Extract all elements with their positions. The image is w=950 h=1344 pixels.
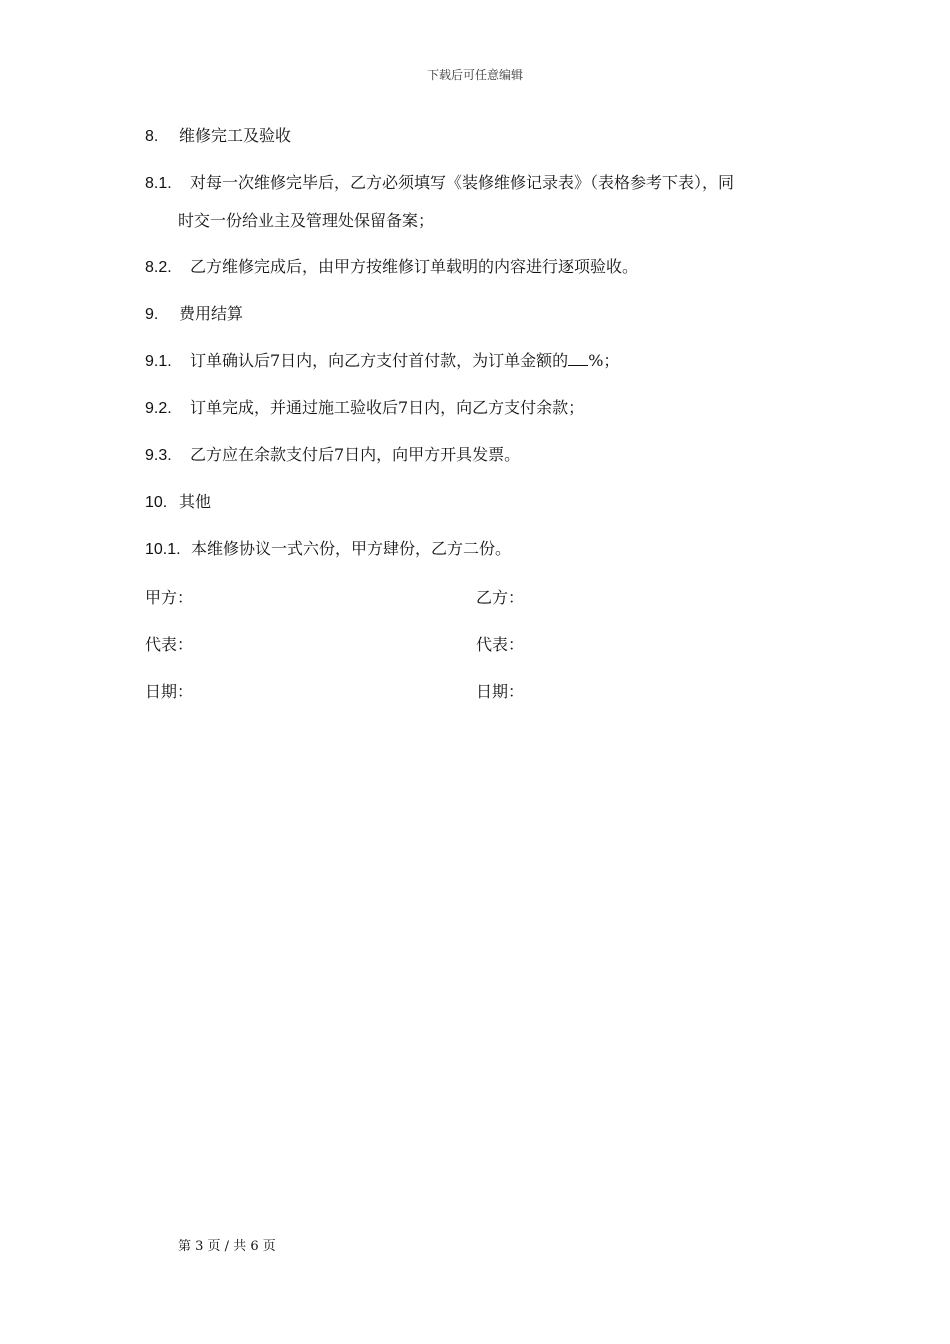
percentage-blank <box>568 351 588 366</box>
party-b-label: 乙方： <box>476 588 525 607</box>
clause-10-1 <box>145 539 511 560</box>
clause-number: 10.1. <box>145 541 181 558</box>
clause-8-1 <box>145 173 734 194</box>
section-10-heading <box>145 492 211 513</box>
clause-number: 9.2. <box>145 400 172 417</box>
clause-9-2 <box>145 398 584 419</box>
section-number: 10. <box>145 494 168 511</box>
clause-9-3 <box>145 445 520 466</box>
section-9-heading <box>145 304 243 325</box>
clause-number: 9.1. <box>145 353 172 370</box>
date-b-label: 日期： <box>476 682 525 701</box>
party-a-label: 甲方： <box>145 588 194 607</box>
representative-b-label: 代表： <box>476 635 525 654</box>
clause-text: 本维修协议一式六份，甲方肆份，乙方二份。 <box>191 539 512 558</box>
clause-text: 订单完成，并通过施工验收后7日内，向乙方支付余款； <box>190 398 585 417</box>
page-header: 下载后可任意编辑 <box>426 68 523 82</box>
clause-text: 乙方维修完成后，由甲方按维修订单载明的内容进行逐项验收。 <box>190 257 639 276</box>
date-a-label: 日期： <box>145 682 194 701</box>
clause-9-1 <box>145 351 619 372</box>
section-title: 其他 <box>179 492 212 511</box>
section-title: 维修完工及验收 <box>179 126 292 145</box>
section-title: 费用结算 <box>179 304 244 323</box>
clause-number: 8.2. <box>145 259 172 276</box>
page-footer: 第 3 页 / 共 6 页 <box>178 1239 276 1254</box>
section-number: 8. <box>145 128 159 145</box>
clause-number: 9.3. <box>145 447 172 464</box>
clause-number: 8.1. <box>145 175 172 192</box>
clause-text: 订单确认后7日内，向乙方支付首付款，为订单金额的 <box>190 351 569 370</box>
clause-text: 对每一次维修完毕后，乙方必须填写《装修维修记录表》（表格参考下表），同 <box>190 173 735 192</box>
section-number: 9. <box>145 306 159 323</box>
clause-8-1-continued: 时交一份给业主及管理处保留备案； <box>178 211 435 230</box>
clause-text: 乙方应在余款支付后7日内，向甲方开具发票。 <box>190 445 521 464</box>
representative-a-label: 代表： <box>145 635 194 654</box>
clause-8-2 <box>145 257 638 278</box>
clause-suffix: %； <box>588 351 620 370</box>
section-8-heading <box>145 126 291 147</box>
